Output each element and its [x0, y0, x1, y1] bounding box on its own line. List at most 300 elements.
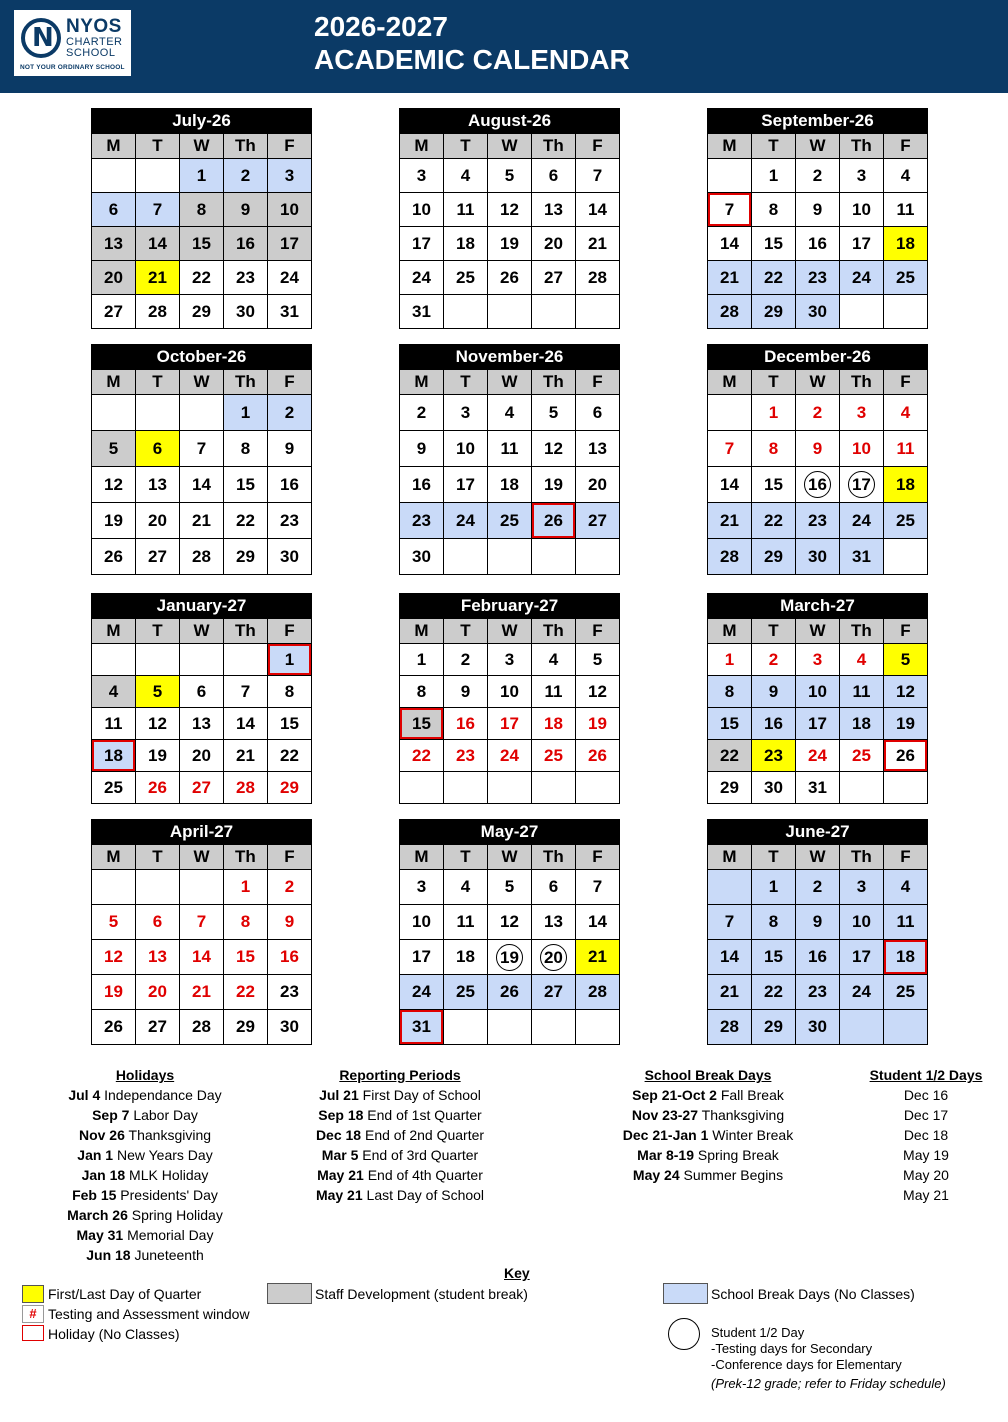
day-cell: 28 [708, 295, 752, 329]
day-cell: 1 [223, 395, 267, 431]
day-cell: 4 [92, 676, 136, 708]
day-cell [531, 772, 575, 804]
day-cell: 25 [883, 503, 927, 539]
month-may-27 [399, 819, 620, 1045]
day-cell: 12 [92, 940, 136, 975]
day-cell: 19 [92, 503, 136, 539]
day-cell: 12 [135, 708, 179, 740]
reporting-item: Dec 18 End of 2nd Quarter [315, 1127, 485, 1143]
day-cell [575, 539, 619, 575]
day-cell: 17 [400, 227, 444, 261]
weekday-header: Th [531, 370, 575, 395]
day-cell: 14 [223, 708, 267, 740]
school-logo [14, 10, 131, 76]
day-cell: 15 [400, 708, 444, 740]
logo-subtitle: CHARTER SCHOOL [66, 36, 123, 59]
month-title: December-26 [708, 345, 928, 370]
day-cell: 22 [751, 503, 795, 539]
day-cell: 19 [92, 975, 136, 1010]
day-cell [92, 395, 136, 431]
day-cell: 5 [487, 870, 531, 905]
weekday-header: Th [531, 619, 575, 644]
day-cell: 28 [708, 539, 752, 575]
key-school-break-swatch [663, 1283, 708, 1304]
month-title: April-27 [92, 820, 312, 845]
day-cell: 31 [267, 295, 311, 329]
day-cell: 24 [839, 261, 883, 295]
day-cell: 4 [487, 395, 531, 431]
day-cell: 13 [575, 431, 619, 467]
key-holiday-swatch [22, 1325, 44, 1341]
day-cell: 28 [575, 261, 619, 295]
weekday-header: T [135, 619, 179, 644]
day-cell [135, 159, 179, 193]
day-cell: 26 [487, 261, 531, 295]
day-cell [487, 539, 531, 575]
day-cell: 13 [135, 467, 179, 503]
day-cell: 12 [487, 193, 531, 227]
month-title: September-26 [708, 109, 928, 134]
holiday-item: Jun 18 Juneteenth [86, 1247, 204, 1263]
month-title: February-27 [400, 594, 620, 619]
day-cell: 22 [223, 503, 267, 539]
day-cell: 11 [839, 676, 883, 708]
holiday-item: March 26 Spring Holiday [67, 1207, 223, 1223]
break-item: Mar 8-19 Spring Break [637, 1147, 779, 1163]
day-cell: 12 [883, 676, 927, 708]
day-cell: 23 [443, 740, 487, 772]
day-cell: 15 [267, 708, 311, 740]
day-cell: 23 [400, 503, 444, 539]
weekday-header: T [135, 845, 179, 870]
half-days-list [862, 1065, 990, 1205]
day-cell: 28 [708, 1010, 752, 1045]
day-cell: 9 [267, 431, 311, 467]
day-cell: 18 [487, 467, 531, 503]
day-cell: 6 [575, 395, 619, 431]
day-cell: 22 [400, 740, 444, 772]
day-cell: 19 [883, 708, 927, 740]
reporting-item: Jul 21 First Day of School [319, 1087, 481, 1103]
day-cell: 10 [267, 193, 311, 227]
weekday-header: F [575, 619, 619, 644]
day-cell [487, 940, 531, 975]
month-december-26 [707, 344, 928, 575]
day-cell: 20 [179, 740, 223, 772]
day-cell: 2 [443, 644, 487, 676]
weekday-header: Th [531, 134, 575, 159]
day-cell: 8 [751, 193, 795, 227]
day-cell: 17 [487, 708, 531, 740]
half-day-item: Dec 16 [903, 1087, 949, 1103]
weekday-header: M [708, 134, 752, 159]
month-january-27 [91, 593, 312, 804]
day-cell: 9 [223, 193, 267, 227]
day-cell: 27 [179, 772, 223, 804]
weekday-header: T [751, 845, 795, 870]
month-title: October-26 [92, 345, 312, 370]
day-cell: 18 [531, 708, 575, 740]
day-cell [575, 1010, 619, 1045]
weekday-header: Th [223, 619, 267, 644]
day-cell: 21 [575, 940, 619, 975]
day-cell: 1 [751, 395, 795, 431]
day-cell: 7 [708, 905, 752, 940]
day-cell: 28 [179, 1010, 223, 1045]
day-cell: 18 [883, 467, 927, 503]
reporting-periods-list [290, 1065, 510, 1205]
day-cell: 9 [443, 676, 487, 708]
day-cell: 12 [531, 431, 575, 467]
day-cell: 5 [487, 159, 531, 193]
day-cell [883, 295, 927, 329]
day-cell: 23 [795, 503, 839, 539]
day-cell: 11 [883, 193, 927, 227]
day-cell: 9 [795, 193, 839, 227]
weekday-header: Th [839, 134, 883, 159]
day-cell: 12 [92, 467, 136, 503]
day-cell: 1 [708, 644, 752, 676]
weekday-header: Th [839, 845, 883, 870]
day-cell: 16 [267, 467, 311, 503]
day-cell: 23 [267, 503, 311, 539]
month-title: July-26 [92, 109, 312, 134]
day-cell: 27 [135, 539, 179, 575]
weekday-header: M [708, 370, 752, 395]
holidays-list [40, 1065, 250, 1265]
day-cell: 14 [179, 467, 223, 503]
day-cell: 26 [883, 740, 927, 772]
weekday-header: F [575, 845, 619, 870]
day-cell: 14 [135, 227, 179, 261]
day-cell: 15 [223, 467, 267, 503]
weekday-header: M [708, 619, 752, 644]
day-cell: 29 [223, 539, 267, 575]
month-title: March-27 [708, 594, 928, 619]
day-cell: 23 [795, 261, 839, 295]
weekday-header: M [400, 845, 444, 870]
day-cell: 4 [531, 644, 575, 676]
day-cell [575, 772, 619, 804]
day-cell: 5 [575, 644, 619, 676]
day-cell: 21 [223, 740, 267, 772]
day-cell: 11 [883, 431, 927, 467]
day-cell: 26 [135, 772, 179, 804]
day-cell: 25 [883, 975, 927, 1010]
day-cell: 8 [223, 905, 267, 940]
day-cell: 6 [179, 676, 223, 708]
day-cell: 3 [487, 644, 531, 676]
day-cell: 7 [708, 431, 752, 467]
day-cell: 29 [708, 772, 752, 804]
day-cell: 14 [708, 940, 752, 975]
day-cell [839, 772, 883, 804]
day-cell [839, 467, 883, 503]
half-day-circle: 17 [848, 471, 875, 498]
day-cell: 17 [443, 467, 487, 503]
day-cell: 19 [135, 740, 179, 772]
weekday-header: T [443, 370, 487, 395]
day-cell [883, 539, 927, 575]
day-cell: 23 [795, 975, 839, 1010]
day-cell: 17 [267, 227, 311, 261]
day-cell: 15 [751, 227, 795, 261]
day-cell [839, 295, 883, 329]
half-day-item: May 21 [903, 1187, 949, 1203]
day-cell [531, 295, 575, 329]
page-header [0, 0, 1008, 93]
weekday-header: F [267, 845, 311, 870]
day-cell: 1 [179, 159, 223, 193]
day-cell [795, 467, 839, 503]
day-cell [92, 159, 136, 193]
weekday-header: T [135, 134, 179, 159]
day-cell: 13 [531, 193, 575, 227]
half-day-item: Dec 18 [903, 1127, 949, 1143]
day-cell: 29 [179, 295, 223, 329]
key-staff-dev-swatch [267, 1283, 312, 1304]
weekday-header: W [179, 845, 223, 870]
day-cell: 24 [795, 740, 839, 772]
day-cell: 16 [400, 467, 444, 503]
day-cell [708, 159, 752, 193]
day-cell: 10 [400, 905, 444, 940]
day-cell: 31 [400, 295, 444, 329]
weekday-header: W [487, 619, 531, 644]
half-day-item: Dec 17 [903, 1107, 949, 1123]
day-cell [223, 644, 267, 676]
month-june-27 [707, 819, 928, 1045]
day-cell: 13 [92, 227, 136, 261]
weekday-header: T [443, 134, 487, 159]
day-cell: 7 [575, 870, 619, 905]
day-cell: 15 [223, 940, 267, 975]
day-cell: 25 [531, 740, 575, 772]
day-cell: 26 [487, 975, 531, 1010]
day-cell: 23 [223, 261, 267, 295]
holiday-item: Jan 18 MLK Holiday [81, 1167, 209, 1183]
day-cell: 9 [400, 431, 444, 467]
month-title: November-26 [400, 345, 620, 370]
day-cell: 18 [883, 940, 927, 975]
day-cell: 10 [400, 193, 444, 227]
month-title: January-27 [92, 594, 312, 619]
day-cell: 16 [267, 940, 311, 975]
day-cell: 3 [839, 159, 883, 193]
reporting-heading: Reporting Periods [339, 1067, 461, 1083]
day-cell [443, 772, 487, 804]
key-school-break-label: School Break Days (No Classes) [711, 1286, 915, 1302]
day-cell: 24 [443, 503, 487, 539]
day-cell: 28 [223, 772, 267, 804]
day-cell [883, 1010, 927, 1045]
day-cell: 18 [92, 740, 136, 772]
day-cell: 1 [751, 159, 795, 193]
day-cell: 23 [267, 975, 311, 1010]
day-cell: 6 [531, 870, 575, 905]
day-cell [179, 870, 223, 905]
weekday-header: T [751, 134, 795, 159]
day-cell: 5 [531, 395, 575, 431]
day-cell: 22 [751, 975, 795, 1010]
day-cell: 19 [487, 227, 531, 261]
day-cell: 12 [575, 676, 619, 708]
day-cell: 11 [443, 905, 487, 940]
day-cell [708, 395, 752, 431]
day-cell: 3 [400, 870, 444, 905]
weekday-header: M [92, 619, 136, 644]
holiday-item: Sep 7 Labor Day [92, 1107, 198, 1123]
day-cell: 24 [400, 975, 444, 1010]
page-title: 2026-2027 ACADEMIC CALENDAR [314, 11, 630, 75]
day-cell: 11 [883, 905, 927, 940]
day-cell: 13 [135, 940, 179, 975]
day-cell: 14 [708, 227, 752, 261]
weekday-header: F [575, 370, 619, 395]
month-october-26 [91, 344, 312, 575]
half-day-circle: 19 [496, 944, 523, 971]
day-cell: 26 [92, 1010, 136, 1045]
reporting-item: May 21 Last Day of School [315, 1187, 485, 1203]
day-cell [92, 870, 136, 905]
holiday-item: May 31 Memorial Day [76, 1227, 214, 1243]
weekday-header: F [883, 134, 927, 159]
day-cell [487, 772, 531, 804]
day-cell: 2 [751, 644, 795, 676]
day-cell [135, 870, 179, 905]
day-cell: 10 [839, 193, 883, 227]
month-august-26 [399, 108, 620, 329]
day-cell: 2 [795, 870, 839, 905]
key-staff-dev-label: Staff Development (student break) [315, 1286, 528, 1302]
weekday-header: F [883, 845, 927, 870]
day-cell: 19 [531, 467, 575, 503]
day-cell: 2 [400, 395, 444, 431]
key-first-last-label: First/Last Day of Quarter [48, 1286, 202, 1302]
key-testing-swatch: # [22, 1305, 44, 1323]
weekday-header: M [92, 370, 136, 395]
reporting-item: Sep 18 End of 1st Quarter [318, 1107, 482, 1123]
day-cell: 3 [839, 395, 883, 431]
day-cell: 18 [443, 940, 487, 975]
day-cell: 25 [92, 772, 136, 804]
day-cell: 25 [443, 975, 487, 1010]
day-cell: 25 [883, 261, 927, 295]
month-title: May-27 [400, 820, 620, 845]
day-cell: 14 [179, 940, 223, 975]
weekday-header: F [267, 370, 311, 395]
weekday-header: W [179, 619, 223, 644]
logo-tagline: NOT YOUR ORDINARY SCHOOL [20, 64, 125, 71]
day-cell: 27 [135, 1010, 179, 1045]
day-cell: 3 [795, 644, 839, 676]
day-cell: 6 [531, 159, 575, 193]
weekday-header: Th [223, 370, 267, 395]
month-july-26 [91, 108, 312, 329]
day-cell: 31 [400, 1010, 444, 1045]
day-cell: 3 [400, 159, 444, 193]
month-march-27 [707, 593, 928, 804]
day-cell: 18 [443, 227, 487, 261]
key-holiday-label: Holiday (No Classes) [48, 1326, 180, 1342]
day-cell: 16 [223, 227, 267, 261]
weekday-header: M [92, 845, 136, 870]
weekday-header: M [400, 134, 444, 159]
day-cell: 9 [751, 676, 795, 708]
key-half-day-circle-icon [668, 1318, 700, 1350]
weekday-header: T [751, 619, 795, 644]
day-cell: 24 [839, 503, 883, 539]
day-cell: 29 [751, 539, 795, 575]
day-cell: 27 [531, 975, 575, 1010]
school-break-list [598, 1065, 818, 1185]
day-cell [531, 940, 575, 975]
weekday-header: W [179, 370, 223, 395]
month-november-26 [399, 344, 620, 575]
day-cell: 6 [92, 193, 136, 227]
holiday-item: Jul 4 Independance Day [68, 1087, 222, 1103]
weekday-header: M [400, 370, 444, 395]
month-february-27 [399, 593, 620, 804]
day-cell: 11 [92, 708, 136, 740]
day-cell: 29 [223, 1010, 267, 1045]
day-cell: 3 [839, 870, 883, 905]
day-cell: 17 [795, 708, 839, 740]
day-cell: 4 [839, 644, 883, 676]
day-cell: 20 [531, 227, 575, 261]
day-cell: 20 [575, 467, 619, 503]
key-title: Key [504, 1265, 530, 1281]
day-cell: 5 [135, 676, 179, 708]
day-cell: 4 [443, 870, 487, 905]
day-cell: 19 [575, 708, 619, 740]
day-cell: 18 [839, 708, 883, 740]
day-cell: 21 [179, 503, 223, 539]
day-cell: 2 [223, 159, 267, 193]
day-cell: 30 [795, 539, 839, 575]
day-cell: 10 [795, 676, 839, 708]
day-cell: 3 [267, 159, 311, 193]
day-cell: 17 [839, 940, 883, 975]
day-cell: 29 [751, 1010, 795, 1045]
day-cell: 9 [795, 431, 839, 467]
weekday-header: T [443, 845, 487, 870]
day-cell: 7 [179, 431, 223, 467]
day-cell: 14 [575, 905, 619, 940]
day-cell: 28 [179, 539, 223, 575]
half-day-circle: 16 [804, 471, 831, 498]
day-cell: 3 [443, 395, 487, 431]
holiday-item: Feb 15 Presidents' Day [72, 1187, 218, 1203]
day-cell: 5 [92, 431, 136, 467]
weekday-header: F [267, 134, 311, 159]
day-cell: 2 [267, 395, 311, 431]
weekday-header: F [883, 370, 927, 395]
holiday-item: Jan 1 New Years Day [77, 1147, 213, 1163]
day-cell: 7 [179, 905, 223, 940]
day-cell: 25 [443, 261, 487, 295]
weekday-header: F [575, 134, 619, 159]
logo-name: NYOS [66, 16, 122, 37]
weekday-header: W [487, 370, 531, 395]
day-cell: 17 [400, 940, 444, 975]
break-item: Dec 21-Jan 1 Winter Break [622, 1127, 794, 1143]
day-cell: 4 [883, 395, 927, 431]
weekday-header: M [92, 134, 136, 159]
day-cell: 29 [751, 295, 795, 329]
day-cell: 7 [135, 193, 179, 227]
day-cell: 8 [708, 676, 752, 708]
